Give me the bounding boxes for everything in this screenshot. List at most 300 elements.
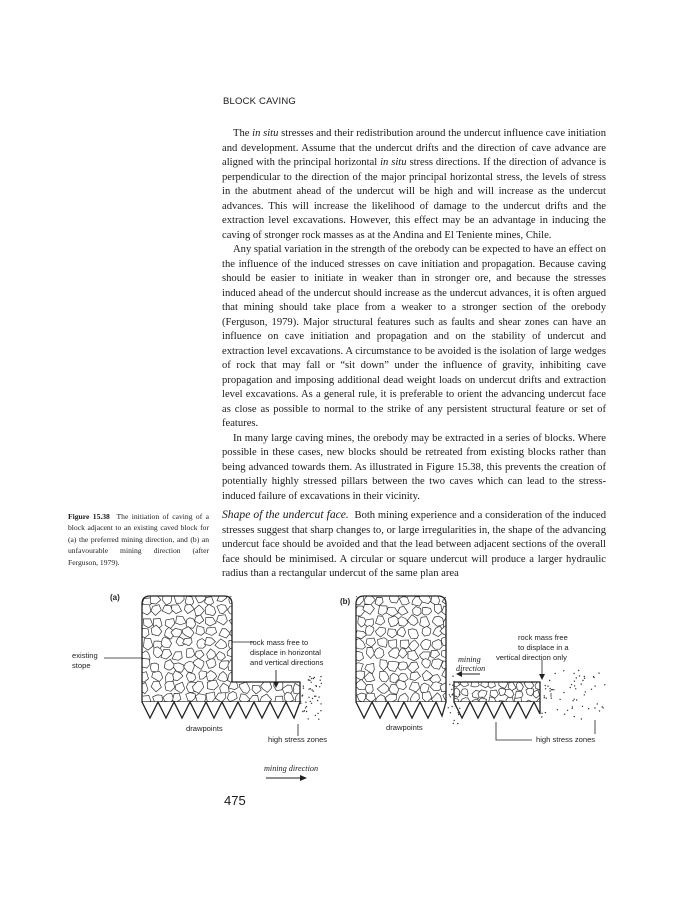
rock-fragment: [238, 618, 248, 628]
rock-fragment: [388, 629, 398, 638]
rock-fragment: [408, 629, 418, 639]
stress-dot: [315, 715, 316, 716]
rock-fragment: [172, 605, 182, 614]
stress-dot: [541, 713, 542, 714]
rock-fragment: [398, 606, 408, 615]
stress-dot: [300, 701, 301, 702]
rock-fragment: [378, 638, 388, 648]
stress-dot: [581, 718, 582, 719]
rock-note-b-3: vertical direction only: [496, 653, 567, 662]
caved-rock-mass-b: [353, 594, 454, 706]
rock-fragment: [366, 638, 376, 647]
rock-fragment: [397, 627, 405, 637]
rock-fragment: [296, 673, 305, 682]
rock-fragment: [385, 694, 396, 702]
stress-dot: [455, 696, 456, 697]
stress-dot: [594, 707, 595, 708]
rock-fragment: [249, 670, 261, 682]
stress-dot: [454, 720, 455, 721]
body-text: [222, 127, 606, 504]
stress-dot: [597, 703, 598, 704]
italic-run: in situ: [252, 128, 279, 139]
rock-fragment: [282, 596, 292, 605]
stress-dot: [572, 708, 573, 709]
rock-fragment: [161, 650, 172, 660]
rock-fragment: [420, 617, 430, 628]
stress-dot: [555, 673, 556, 674]
rock-fragment: [272, 669, 282, 679]
stress-dot: [582, 680, 583, 681]
stress-dot: [455, 705, 456, 706]
rock-fragment: [408, 662, 419, 673]
rock-fragment: [238, 662, 250, 672]
rock-fragment: [139, 683, 148, 694]
rock-fragment: [398, 662, 408, 670]
stress-dot: [457, 723, 458, 724]
rock-fragment: [252, 605, 261, 614]
text-run: The: [233, 128, 253, 139]
stress-dot: [320, 676, 321, 677]
stress-dot: [318, 696, 319, 697]
rock-fragment: [398, 649, 407, 659]
rock-fragment: [260, 596, 271, 606]
rock-fragment: [238, 607, 250, 616]
rock-fragment: [432, 616, 444, 626]
rock-fragment: [152, 671, 163, 681]
stress-dot: [308, 718, 309, 719]
rock-fragment: [207, 680, 218, 690]
drawpoint-cones-a: [142, 702, 300, 718]
panel-b-label: (b): [340, 597, 351, 606]
rock-fragment: [434, 604, 442, 614]
rock-fragment: [206, 627, 217, 635]
stress-dot: [574, 681, 575, 682]
rock-fragment: [389, 616, 399, 627]
figure-drawing: [70, 590, 610, 800]
rock-fragment: [357, 693, 366, 702]
stress-dot: [453, 681, 454, 682]
stress-dot: [452, 676, 453, 677]
stress-dot: [602, 706, 603, 707]
rock-fragment: [516, 682, 523, 691]
stress-dot: [311, 703, 312, 704]
rock-fragment: [284, 692, 294, 702]
rock-fragment: [197, 639, 206, 649]
section-heading: Shape of the undercut face.: [222, 508, 349, 521]
text-run: stress directions. If the direction of advance is perpendicular to the direction of the major principal horizontal stress, the levels of stress in the abutment ahead of the undercut will be high and will increase as the undercut advances. This will increase the likelihood of damage to the undercut drifts and the extraction level excavations. However, this effect may be an advantage in inducing the caving of stronger rock masses as at the Andina and El Teniente mines, Chile.: [222, 157, 606, 241]
stress-dot: [549, 690, 550, 691]
stress-dot: [557, 709, 558, 710]
rock-fragment: [270, 604, 281, 614]
high-stress-stipple-a: [300, 676, 322, 720]
stress-dot: [559, 699, 560, 700]
rock-fragment: [143, 639, 153, 651]
rock-fragment: [388, 661, 399, 671]
rock-fragment: [172, 652, 182, 661]
rock-fragment: [526, 688, 534, 696]
rock-fragment: [249, 617, 258, 626]
stress-dot: [563, 692, 564, 693]
stress-dot: [451, 706, 452, 707]
stress-dot: [453, 723, 454, 724]
caption-text: The initiation of caving of a block adjacent to an existing caved block for (a) the preferred mining direction, and (b) an unfavourable mining direction (after Ferguson, 1979).: [68, 512, 209, 567]
rock-fragment: [376, 616, 385, 625]
stress-dot: [303, 688, 304, 689]
rock-fragment: [217, 594, 227, 602]
stress-dot: [305, 707, 306, 708]
rock-fragment: [252, 685, 261, 694]
rock-fragment: [365, 685, 373, 694]
rock-fragment: [240, 669, 251, 681]
rock-fragment: [422, 626, 431, 636]
rock-fragment: [281, 607, 291, 616]
rock-fragment: [366, 693, 376, 702]
stress-dot: [320, 680, 321, 681]
rock-fragment: [365, 626, 374, 636]
stress-dot: [306, 711, 307, 712]
stress-dot: [551, 698, 552, 699]
rock-fragment: [206, 618, 217, 627]
stress-dot: [310, 701, 311, 702]
rock-fragment: [206, 659, 216, 669]
stress-dot: [314, 696, 315, 697]
page-number: 475: [224, 793, 246, 808]
rock-fragment: [422, 607, 431, 615]
rock-fragment: [218, 672, 228, 682]
rock-fragment: [237, 597, 248, 608]
stress-dot: [551, 689, 552, 690]
rock-fragment: [175, 682, 185, 693]
stress-dot: [593, 677, 594, 678]
rock-fragment: [195, 615, 204, 624]
rock-fragment: [238, 629, 249, 640]
rock-fragment: [193, 658, 204, 669]
rock-fragment: [217, 605, 227, 614]
rock-fragment: [186, 648, 195, 657]
rock-fragment: [408, 651, 419, 661]
rock-fragment: [410, 672, 421, 681]
stress-dot: [320, 710, 321, 711]
text-run: In many large caving mines, the orebody may be extracted in a series of blocks. Where possible in these cases, new blocks should be retreated from existing blocks rather than being advanced towards them. As illustrated in Figure 15.38, this prevents the creation of potentially highly stressed pillars between the two caves which can lead to the stress-induced failure of excavations in their vicinity.: [222, 432, 606, 502]
rock-fragment: [260, 671, 272, 680]
stress-dot: [311, 682, 312, 683]
stress-dot: [544, 697, 545, 698]
rock-fragment: [205, 604, 216, 615]
rock-fragment: [228, 606, 239, 614]
stress-dot: [309, 676, 310, 677]
rock-fragment: [440, 626, 451, 636]
force-arrowhead-b: [539, 674, 545, 680]
stress-dot: [570, 687, 571, 688]
stress-dot: [300, 703, 301, 704]
rock-fragment: [250, 595, 260, 606]
stress-dot: [567, 710, 568, 711]
stress-dot: [563, 670, 564, 671]
caption-label: Figure 15.38: [68, 512, 110, 521]
rock-fragment: [176, 616, 187, 625]
figure-15-38: [70, 590, 610, 800]
existing-stope-label-2: stope: [72, 661, 91, 670]
rock-fragment: [363, 605, 375, 615]
stress-dot: [313, 678, 314, 679]
rock-fragment: [239, 682, 250, 693]
drawpoints-label-a: drawpoints: [186, 724, 223, 733]
stress-dot: [458, 714, 459, 715]
stress-dot: [574, 685, 575, 686]
stress-dot: [314, 677, 315, 678]
stress-dot: [576, 677, 577, 678]
mining-direction-b-2: direction: [456, 664, 486, 673]
rock-fragment: [355, 631, 367, 639]
stress-dot: [310, 688, 311, 689]
rock-fragment: [272, 596, 283, 606]
stress-dot: [451, 689, 452, 690]
rock-fragment: [195, 651, 204, 660]
stress-dot: [572, 706, 573, 707]
stress-dot: [588, 708, 589, 709]
rock-fragment: [199, 671, 207, 680]
rock-fragment: [294, 606, 304, 617]
stress-dot: [308, 697, 309, 698]
stress-dot: [604, 684, 605, 685]
stress-dot: [454, 703, 455, 704]
stress-dot: [317, 700, 318, 701]
rock-fragment: [285, 670, 296, 681]
stress-dot: [320, 703, 321, 704]
stress-dot: [564, 714, 565, 715]
rock-fragment: [215, 693, 226, 703]
rock-fragment: [399, 597, 409, 605]
stress-dot: [547, 686, 548, 687]
stress-dot: [594, 685, 595, 686]
running-header: BLOCK CAVING: [223, 96, 296, 107]
rock-fragment: [380, 671, 390, 682]
rock-fragment: [186, 693, 196, 702]
rock-fragment: [420, 683, 429, 693]
rock-note-a-3: and vertical directions: [250, 658, 324, 667]
stress-dot: [305, 702, 306, 703]
rock-fragment: [186, 672, 196, 681]
rock-note-b-1: rock mass free: [518, 633, 568, 642]
rock-fragment: [374, 648, 384, 659]
rock-fragment: [431, 659, 442, 669]
rock-fragment: [408, 640, 419, 651]
rock-fragment: [364, 672, 375, 681]
drawpoint-cones-b: [356, 702, 446, 718]
rock-note-a-2: displace in horizontal: [250, 648, 321, 657]
rock-fragment: [284, 618, 295, 629]
rock-fragment: [375, 598, 383, 606]
rock-fragment: [422, 659, 431, 668]
rock-fragment: [239, 648, 249, 658]
text-run: stresses and their redistribution around the undercut influence cave initiation and development. Assume that the undercut drifts and the direction of cave advance are aligned with the principal horizontal: [222, 128, 606, 168]
stress-dot: [550, 695, 551, 696]
stress-dot: [575, 688, 576, 689]
rock-fragment: [443, 692, 455, 701]
rock-fragment: [420, 639, 430, 649]
rock-fragment: [499, 680, 508, 689]
rock-fragment: [228, 691, 238, 701]
stress-dot: [316, 686, 317, 687]
rock-fragment: [407, 615, 418, 626]
stress-dot: [598, 672, 599, 673]
mining-direction-b-1: mining: [458, 655, 481, 664]
stress-dot: [308, 688, 309, 689]
stress-dot: [458, 712, 459, 713]
stress-dot: [584, 678, 585, 679]
rock-fragment: [380, 660, 388, 671]
rock-note-b-2: to displace in a: [518, 643, 569, 652]
stress-dot: [544, 695, 545, 696]
rock-fragment: [151, 681, 161, 692]
stress-dot: [582, 706, 583, 707]
rock-fragment: [207, 649, 216, 659]
stress-dot: [584, 676, 585, 677]
rock-fragment: [261, 681, 272, 692]
stress-dot: [572, 700, 573, 701]
rock-fragment: [229, 617, 240, 628]
rock-fragment: [196, 626, 205, 636]
stress-dot: [311, 678, 312, 679]
rock-fragment: [386, 607, 398, 616]
stress-dot: [318, 719, 319, 720]
stress-dot: [302, 695, 303, 696]
rock-fragment: [375, 627, 385, 637]
rock-fragment: [398, 617, 408, 627]
stress-dot: [585, 691, 586, 692]
rock-fragment: [174, 593, 184, 603]
rock-fragment: [533, 690, 539, 698]
stress-dot: [584, 694, 585, 695]
rock-fragment: [205, 638, 216, 646]
rock-fragment: [206, 692, 215, 702]
rock-fragment: [271, 615, 282, 625]
stress-dot: [459, 708, 460, 709]
mining-direction-label: mining direction: [264, 764, 319, 773]
stress-dot: [315, 696, 316, 697]
rock-fragment: [216, 652, 225, 661]
stress-bracket-b: [496, 722, 532, 740]
stress-dot: [574, 699, 575, 700]
rock-fragment: [294, 615, 304, 626]
stress-dot: [599, 710, 600, 711]
stress-dot: [549, 680, 550, 681]
stress-dot: [549, 688, 550, 689]
rock-fragment: [194, 605, 204, 616]
stress-dot: [306, 706, 307, 707]
stress-dot: [574, 716, 575, 717]
stress-dot: [579, 675, 580, 676]
rock-fragment: [298, 629, 307, 638]
stress-dot: [571, 684, 572, 685]
rock-fragment: [442, 669, 454, 679]
rock-fragment: [264, 604, 275, 616]
drawpoints-label-b: drawpoints: [386, 723, 423, 732]
stress-dot: [449, 684, 450, 685]
stress-dot: [541, 716, 542, 717]
stress-dot: [302, 711, 303, 712]
rock-fragment: [431, 651, 440, 659]
rock-fragment: [377, 684, 389, 694]
rock-fragment: [165, 681, 175, 691]
stress-dot: [581, 683, 582, 684]
caption: [68, 511, 209, 568]
stress-dot: [311, 689, 312, 690]
stress-dot: [576, 699, 577, 700]
rock-fragment: [165, 619, 175, 629]
rock-fragment: [442, 650, 453, 658]
mining-direction-arrowhead: [300, 775, 307, 781]
rock-fragment: [389, 594, 399, 604]
stress-dot: [449, 694, 450, 695]
body-paragraph: [222, 432, 606, 505]
stress-dot: [545, 688, 546, 689]
stress-dot: [459, 694, 460, 695]
high-stress-label-b: high stress zones: [536, 735, 596, 744]
stress-dot: [313, 691, 314, 692]
stress-dot: [303, 685, 304, 686]
stress-dot: [452, 685, 453, 686]
rock-fragment: [297, 593, 306, 602]
rock-fragment: [143, 619, 152, 628]
rock-fragment: [409, 682, 419, 692]
stress-dot: [450, 696, 451, 697]
rock-fragment: [220, 683, 230, 693]
stress-dot: [312, 698, 313, 699]
stress-dot: [304, 710, 305, 711]
stress-dot: [545, 685, 546, 686]
stress-dot: [573, 673, 574, 674]
stress-dot: [317, 713, 318, 714]
rock-fragment: [173, 693, 181, 702]
rock-fragment: [162, 606, 173, 615]
body-paragraph: [222, 127, 606, 243]
stress-dot: [591, 689, 592, 690]
rock-fragment: [400, 640, 409, 649]
body-paragraph: [222, 243, 606, 432]
rock-fragment: [366, 648, 374, 659]
italic-run: in situ: [380, 157, 407, 168]
drawpoint-cones-b2: [454, 702, 540, 718]
rock-fragment: [378, 606, 387, 616]
rock-fragment: [139, 672, 149, 683]
rock-fragment: [184, 661, 195, 672]
rock-fragment: [215, 639, 227, 649]
rock-fragment: [150, 596, 161, 605]
rock-fragment: [219, 629, 230, 639]
stress-dot: [450, 712, 451, 713]
stress-dot: [321, 683, 322, 684]
stress-dot: [546, 698, 547, 699]
rock-fragment: [460, 680, 468, 687]
rock-note-a-1: rock mass free to: [250, 638, 309, 647]
text-run: Any spatial variation in the strength of the orebody can be expected to have an effect on the influence of the induced stresses on cave initiation and propagation. Because caving should be easier to initiate in weaker than in stronger ore, and because the stresses induced ahead of the undercut should increase as the undercut advances, it is often argued that mining should take place from a weaker to a stronger section of the orebody (Ferguson, 1979). Major structural features such as faults and shear zones can have an influence on cave initiation and propagation and on the stability of undercut and extraction level excavations. A circumstance to be avoided is the isolation of large wedges of rock that may fall or “sit down” under the influence of gravity, inhibiting cave propagation and imposing additional dead weight loads on undercut drifts and extraction level excavations. As a general rule, it is preferable to orient the advancing undercut face as close as possible to normal to the strike of any persistent structural feature or set of features.: [222, 244, 606, 429]
rock-fragment: [413, 607, 421, 616]
stress-dot: [452, 693, 453, 694]
rock-fragment: [206, 671, 217, 681]
stress-dot: [448, 707, 449, 708]
existing-stope-label-1: existing: [72, 651, 98, 660]
rock-fragment: [432, 640, 442, 650]
rock-fragment: [217, 615, 228, 625]
rock-fragment: [150, 663, 158, 672]
rock-fragment: [185, 604, 195, 613]
stress-dot: [550, 693, 551, 694]
stress-dot: [603, 707, 604, 708]
stress-dot: [553, 689, 554, 690]
rock-fragment: [461, 689, 468, 696]
section-text: Both mining experience and a consideration of the induced stresses suggest that sharp changes to, or large irregularities in, the shape of the advancing undercut face should be avoided and that the lead between adjacent sections of the overall face should be minimised. A circular or square undercut will produce a larger hydraulic radius than a rectangular undercut of the same plan area: [222, 510, 606, 580]
